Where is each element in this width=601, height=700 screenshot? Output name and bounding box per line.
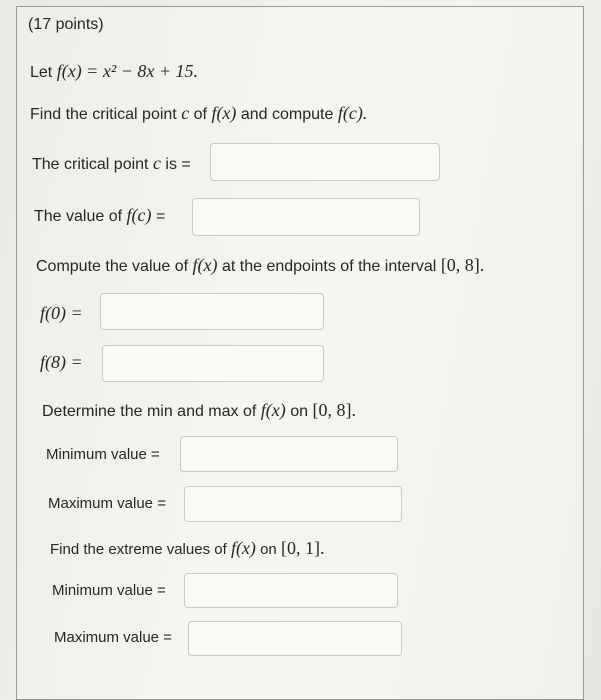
min-value-input-01[interactable]	[184, 573, 398, 608]
instruction-text: Find the extreme values of	[50, 541, 227, 558]
instruction-text: Compute the value of	[36, 258, 189, 275]
let-word: Let	[30, 64, 53, 81]
max-value-label-08: Maximum value =	[48, 495, 166, 512]
math-var-c: c	[181, 103, 190, 123]
math-fc: f(c).	[337, 103, 368, 123]
critical-point-label	[32, 153, 191, 175]
label-text: is =	[165, 156, 191, 173]
fc-value-input[interactable]	[192, 198, 420, 236]
instruction-text: on	[290, 403, 309, 420]
min-max-instruction	[42, 400, 356, 422]
math-fc: f(c)	[126, 205, 152, 225]
fc-value-label	[34, 205, 165, 227]
extreme-values-instruction	[50, 538, 324, 560]
f8-input[interactable]	[102, 345, 324, 382]
problem-statement	[30, 61, 198, 83]
math-interval: [0, 8].	[312, 400, 356, 420]
label-text: The value of	[34, 208, 123, 225]
min-value-label-08: Minimum value =	[46, 446, 160, 463]
math-fx: f(x)	[260, 400, 286, 420]
min-value-label-01: Minimum value =	[52, 582, 166, 599]
max-value-label-01: Maximum value =	[54, 629, 172, 646]
math-interval: [0, 1].	[280, 538, 325, 558]
label-text: The critical point	[32, 156, 149, 173]
function-definition: f(x) = x² − 8x + 15.	[56, 61, 198, 81]
instruction-text: at the endpoints of the interval	[221, 258, 437, 275]
f8-label: f(8) =	[40, 352, 83, 372]
f0-label: f(0) =	[40, 303, 83, 323]
min-value-input-08[interactable]	[180, 436, 398, 472]
math-fx: f(x)	[230, 538, 256, 558]
points-label: (17 points)	[28, 16, 104, 33]
instruction-text: and compute	[240, 106, 334, 123]
math-fx: f(x)	[211, 103, 237, 123]
instruction-text: of	[193, 106, 207, 123]
instruction-text: Determine the min and max of	[42, 403, 257, 420]
label-text: =	[155, 208, 166, 225]
f0-input[interactable]	[100, 293, 324, 330]
math-interval: [0, 8].	[440, 255, 485, 275]
endpoints-instruction	[36, 255, 484, 277]
math-fx: f(x)	[192, 255, 218, 275]
max-value-input-01[interactable]	[188, 621, 402, 656]
instruction-text: on	[260, 541, 277, 558]
critical-point-instruction	[30, 103, 367, 125]
max-value-input-08[interactable]	[184, 486, 402, 522]
math-var-c: c	[152, 153, 161, 173]
critical-point-input[interactable]	[210, 143, 440, 181]
instruction-text: Find the critical point	[30, 106, 177, 123]
